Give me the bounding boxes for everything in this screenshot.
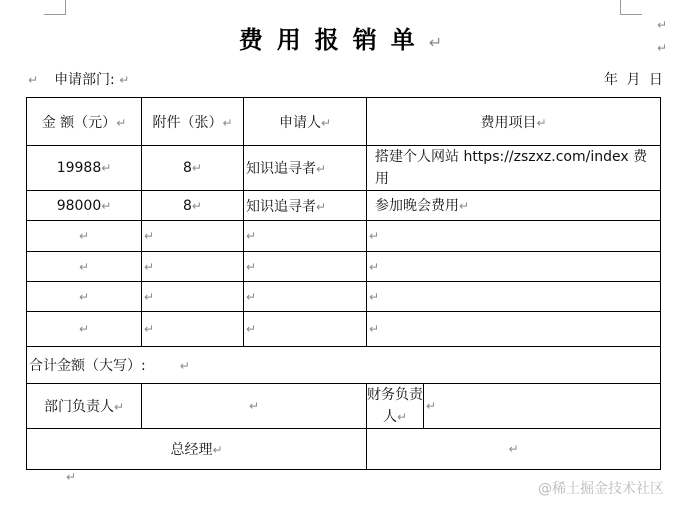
cell-attachments[interactable]: [142, 312, 244, 347]
cell-mark: ↵: [101, 198, 112, 213]
cell-mark: ↵: [246, 322, 257, 336]
cell-applicant[interactable]: [244, 191, 367, 221]
finance-cell: [367, 384, 661, 429]
cell-amount-text: 98000: [56, 197, 102, 214]
header-category: [367, 98, 661, 146]
table-row: [27, 252, 661, 282]
cell-mark: ↵: [369, 289, 380, 304]
cell-applicant[interactable]: [244, 252, 367, 282]
cell-amount[interactable]: [27, 312, 142, 347]
finance-label: 财务负责人: [367, 387, 423, 425]
expense-table: [26, 97, 661, 470]
cell-applicant-text: 知识追寻者: [246, 161, 316, 177]
table-row: [27, 191, 661, 221]
header-amount-text: 金 额（元）: [41, 114, 117, 131]
cell-category[interactable]: [367, 252, 661, 282]
cell-mark: ↵: [78, 259, 90, 274]
cell-attachments[interactable]: [142, 282, 244, 312]
gm-label-cell: [27, 429, 367, 470]
total-amount-label: 合计金额（大写）:: [29, 358, 146, 374]
signature-row: [27, 384, 661, 429]
cell-category-text: 搭建个人网站 https://zszxz.com/index 费用: [375, 149, 648, 187]
table-row: [27, 146, 661, 191]
cell-mark: ↵: [78, 229, 90, 243]
cell-mark: ↵: [396, 410, 408, 424]
paragraph-mark: ↵: [657, 18, 668, 32]
cell-mark: ↵: [144, 289, 155, 304]
header-category-text: 费用项目: [480, 114, 537, 131]
cell-mark: ↵: [101, 161, 112, 175]
header-attachments: [142, 98, 244, 146]
total-amount-cell[interactable]: [27, 347, 661, 384]
dept-head-signature-cell[interactable]: [142, 384, 367, 429]
department-label: 申请部门:: [54, 72, 115, 88]
header-applicant: [244, 98, 367, 146]
cell-mark: ↵: [369, 259, 380, 274]
cell-amount[interactable]: [27, 146, 142, 191]
cell-mark: ↵: [78, 322, 90, 336]
cell-mark: ↵: [369, 322, 380, 336]
table-row: [27, 312, 661, 347]
cell-mark: ↵: [144, 322, 155, 336]
cell-mark: ↵: [144, 229, 155, 243]
cell-applicant[interactable]: [244, 146, 367, 191]
header-applicant-text: 申请人: [278, 114, 321, 131]
cell-mark: ↵: [316, 199, 327, 214]
paragraph-mark: ↵: [66, 470, 77, 484]
cell-amount[interactable]: [27, 282, 142, 312]
header-attachments-text: 附件（张）: [152, 114, 223, 131]
table-row: [27, 221, 661, 252]
department-line: [28, 69, 145, 89]
cell-category[interactable]: [367, 221, 661, 252]
cell-mark: ↵: [113, 400, 125, 414]
total-row: [27, 347, 661, 384]
cell-mark: ↵: [246, 229, 257, 243]
cell-mark: ↵: [369, 229, 380, 243]
gm-signature-cell[interactable]: [367, 429, 661, 470]
paragraph-mark: ↵: [428, 33, 443, 52]
cell-category[interactable]: [367, 282, 661, 312]
cell-mark: ↵: [179, 359, 190, 373]
cell-mark: ↵: [212, 443, 223, 457]
table-row: [27, 282, 661, 312]
cell-category-text: 参加晚会费用: [375, 197, 459, 214]
cell-mark: ↵: [536, 115, 547, 130]
document-title: [0, 20, 681, 55]
cell-mark: ↵: [246, 259, 257, 274]
paragraph-mark: ↵: [119, 73, 130, 87]
cell-category[interactable]: [367, 146, 661, 191]
cell-mark: ↵: [316, 162, 327, 176]
cell-mark: ↵: [116, 115, 127, 130]
cell-mark: ↵: [248, 399, 260, 413]
table-header-row: [27, 98, 661, 146]
cell-attachments-text: 8: [183, 197, 192, 214]
dept-head-label-cell: [27, 384, 142, 429]
crop-mark-top-right: [620, 0, 642, 15]
watermark: @稀土掘金技术社区: [538, 481, 664, 497]
cell-mark: ↵: [426, 399, 437, 413]
cell-attachments-text: 8: [183, 160, 192, 176]
cell-amount-text: 19988: [56, 160, 102, 176]
dept-head-label: 部门负责人: [43, 399, 114, 415]
cell-applicant[interactable]: [244, 312, 367, 347]
cell-applicant[interactable]: [244, 282, 367, 312]
cell-attachments[interactable]: [142, 221, 244, 252]
cell-mark: ↵: [78, 289, 90, 304]
cell-mark: ↵: [246, 289, 257, 304]
paragraph-mark: ↵: [657, 41, 668, 55]
paragraph-mark: ↵: [28, 73, 39, 87]
cell-amount[interactable]: [27, 191, 142, 221]
header-amount: [27, 98, 142, 146]
cell-mark: ↵: [144, 259, 155, 274]
cell-applicant[interactable]: [244, 221, 367, 252]
title-text: 费用报销单: [238, 26, 429, 54]
cell-category[interactable]: [367, 312, 661, 347]
cell-mark: ↵: [320, 115, 332, 130]
cell-attachments[interactable]: [142, 252, 244, 282]
cell-amount[interactable]: [27, 221, 142, 252]
gm-row: [27, 429, 661, 470]
cell-attachments[interactable]: [142, 146, 244, 191]
cell-mark: ↵: [191, 198, 202, 213]
cell-mark: ↵: [459, 198, 470, 213]
finance-subtable: [367, 384, 660, 428]
cell-mark: ↵: [222, 115, 233, 130]
finance-label-cell: [367, 384, 424, 428]
cell-applicant-text: 知识追寻者: [246, 198, 316, 215]
gm-label: 总经理: [170, 442, 213, 458]
date-label: 年 月 日: [604, 72, 663, 88]
crop-mark-top-left: [44, 0, 66, 15]
cell-attachments[interactable]: [142, 191, 244, 221]
cell-mark: ↵: [191, 161, 202, 175]
cell-category[interactable]: [367, 191, 661, 221]
cell-amount[interactable]: [27, 252, 142, 282]
finance-signature-cell[interactable]: [424, 384, 661, 428]
cell-mark: ↵: [508, 442, 519, 456]
